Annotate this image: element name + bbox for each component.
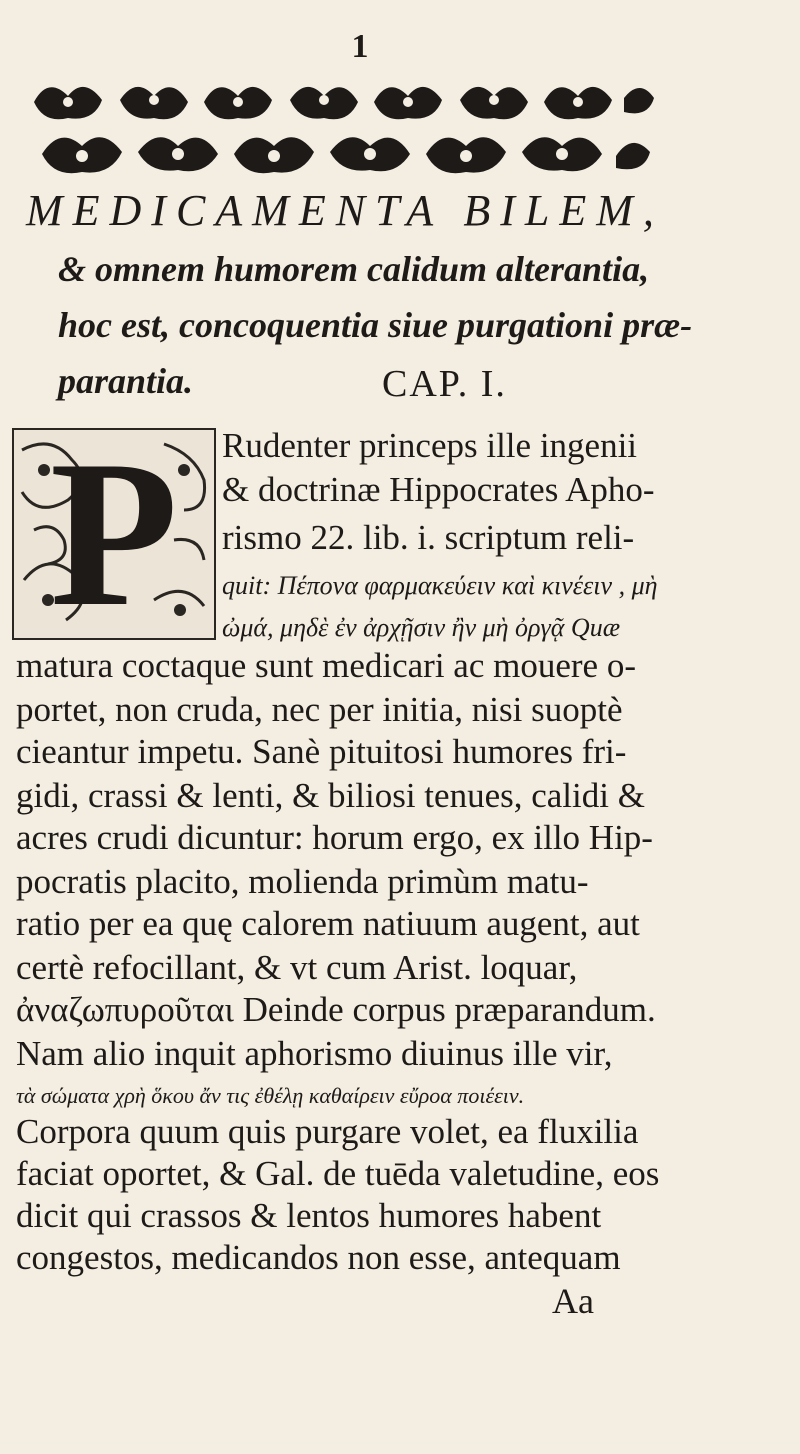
text-line: rismo 22. lib. i. scriptum reli- (222, 518, 635, 557)
text-line: gidi, crassi & lenti, & biliosi tenues, calidi & (16, 776, 645, 815)
text-line: quit: Πέπονα φαρμακεύειν καὶ κινέειν , μὴ (222, 571, 658, 600)
text-line: Nam alio inquit aphorismo diuinus ille vir, (16, 1034, 613, 1073)
initial-letter: P (49, 418, 179, 650)
floral-headpiece-ornament (28, 72, 668, 182)
heading-title: MEDICAMENTA BILEM, (26, 186, 664, 235)
text-line: cieantur impetu. Sanè pituitosi humores fri- (16, 732, 627, 771)
text-line: congestos, medicandos non esse, antequam (16, 1238, 621, 1277)
text-line: & doctrinæ Hippocrates Apho- (222, 470, 655, 509)
text-line: ratio per ea quę calorem natiuum augent, aut (16, 904, 640, 943)
heading-subtitle-line: hoc est, concoquentia siue purgationi præ- (58, 305, 693, 345)
chapter-heading: CAP. I. (382, 363, 507, 405)
text-line: faciat oportet, & Gal. de tuēda valetudine, eos (16, 1154, 660, 1193)
catchword: Aa (552, 1281, 594, 1321)
decorated-initial-p (12, 418, 216, 650)
text-line: ἀναζωπυροῦται Deinde corpus præparandum. (16, 990, 656, 1029)
text-line: acres crudi dicuntur: horum ergo, ex illo Hip- (16, 818, 653, 857)
page-number: 1 (351, 28, 369, 65)
text-line: dicit qui crassos & lentos humores habent (16, 1196, 602, 1235)
heading-subtitle-line: parantia. (58, 361, 194, 401)
text-line: Corpora quum quis purgare volet, ea fluxilia (16, 1112, 639, 1151)
text-line: ὠμά, μηδὲ ἐν ἀρχῇσιν ἢν μὴ ὀργᾷ Quæ (222, 613, 621, 642)
text-line: portet, non cruda, nec per initia, nisi suoptè (16, 690, 623, 729)
heading-subtitle-line: & omnem humorem calidum alterantia, (58, 249, 650, 289)
text-line: matura coctaque sunt medicari ac mouere o- (16, 646, 636, 685)
text-line: Rudenter princeps ille ingenii (222, 426, 638, 465)
text-line: certè refocillant, & vt cum Arist. loquar, (16, 948, 578, 987)
text-line: pocratis placito, molienda primùm matu- (16, 862, 589, 901)
text-line: τὰ σώματα χρὴ ὅκου ἄν τις ἐθέλῃ καθαίρειν εὔροα ποιέειν. (16, 1083, 525, 1108)
